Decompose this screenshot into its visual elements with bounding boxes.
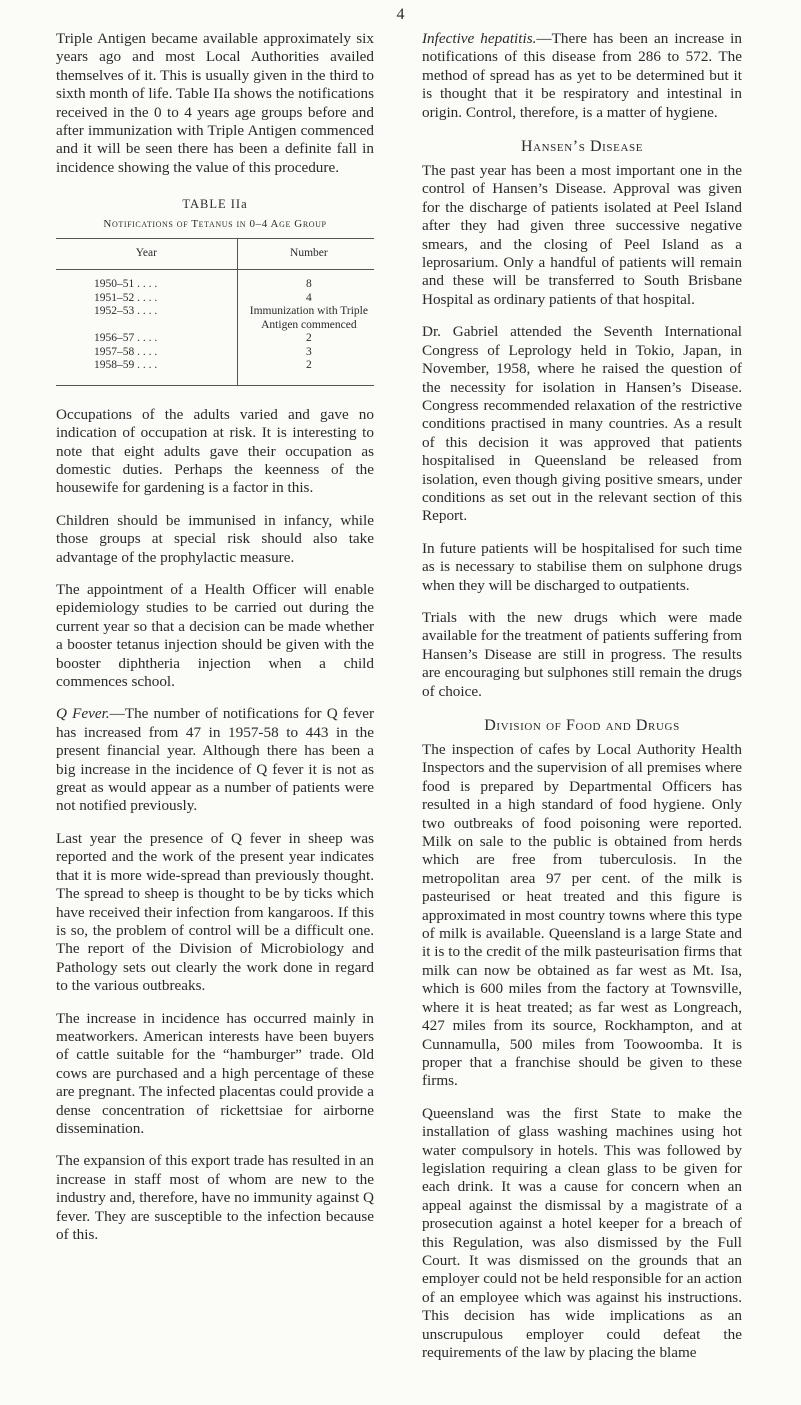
table-header-number: Number xyxy=(237,239,374,270)
paragraph: Children should be immunised in infancy, while those groups at special risk should also take advantage of the prophylactic measure. xyxy=(56,511,374,566)
tetanus-notifications-table xyxy=(56,238,374,386)
table-row xyxy=(56,359,374,385)
paragraph: Last year the presence of Q fever in sheep was reported and the work of the present year indicates that it is more wide-spread than previously thought. The spread to sheep is thought to be by ticks which have received their infection from kangaroos. If this is so, the problem of control will be a difficult one. The report of the Division of Microbiology and Pathology sets out clearly the work done in regard to the various outbreaks. xyxy=(56,829,374,995)
table-cell-year: 1952–53 . . . . xyxy=(56,305,237,332)
paragraph: The inspection of cafes by Local Authority Health Inspectors and the supervision of all premises where food is prepared by Departmental Officers has resulted in a high standard of food hygiene. Only two outbreaks of food poisoning were reported. Milk on sale to the public is obtained from herds which are free from tuberculosis. In the metropolitan area 97 per cent. of the milk is pasteurised or heat treated and this figure is approximated in most country towns where this type of milk is available. Queensland is a large State and it is to the credit of the milk pasteurisation firms that milk can now be obtained as far west as Mt. Isa, which is 600 miles from the factory at Townsville, where it is heat treated; as far west as Longreach, 427 miles from its source, Rockhampton, and at Cunnamulla, 500 miles from Toowoomba. It is proper that a franchise should be given to these firms. xyxy=(422,741,742,1090)
section-heading: Hansen’s Disease xyxy=(520,138,644,156)
section-heading: Division of Food and Drugs xyxy=(484,717,680,734)
table-header-year: Year xyxy=(56,239,237,270)
table-cell-number: 2 xyxy=(237,359,374,385)
paragraph: The increase in incidence has occurred mainly in meatworkers. American interests have been buyers of cattle suitable for the “hamburger” trade. Old cows are purchased and a high percentage of these are pregnant. The infected placentas could provide a dense concentration of rickettsiae for airborne dissemination. xyxy=(56,1009,374,1137)
paragraph-hepatitis xyxy=(422,30,742,122)
paragraph: In future patients will be hospitalised for such time as is necessary to stabilise them on sulphone drugs when they will be discharged to outpatients. xyxy=(422,539,742,594)
table-row xyxy=(56,270,374,292)
table-row xyxy=(56,332,374,346)
table-cell-number: 2 xyxy=(306,332,312,345)
run-in-heading: Infective hepatitis. xyxy=(422,30,537,47)
paragraph: Triple Antigen became available approximately six years ago and most Local Authorities availed themselves of it. This is usually given in the third to sixth month of life. Table IIa shows the notifications received in the 0 to 4 years age groups before and after immunization with Triple Antigen commenced and it will be seen there has been a definite fall in incidence showing the value of this procedure. xyxy=(56,30,374,176)
table-cell-year: 1951–52 . . . . xyxy=(56,292,237,306)
table-cell-year: 1956–57 . . . . xyxy=(56,332,237,346)
table-cell-number: 8 xyxy=(306,278,312,291)
table-cell-number: 3 xyxy=(306,345,312,358)
table-cell-number: 4 xyxy=(306,291,312,304)
table-cell-number: Immunization with Triple Antigen commenced xyxy=(249,305,368,331)
run-in-heading: Q Fever. xyxy=(56,705,110,723)
left-column xyxy=(56,30,374,1258)
table-row xyxy=(56,305,374,332)
paragraph: The expansion of this export trade has resulted in an increase in staff most of whom are new to the industry and, therefore, have no immunity against Q fever. They are susceptible to the infection because of this. xyxy=(56,1152,374,1243)
table-row xyxy=(56,346,374,360)
table-subtitle: Notifications of Tetanus in 0–4 Age Group xyxy=(103,218,327,231)
page-number: 4 xyxy=(396,6,405,23)
paragraph: The past year has been a most important one in the control of Hansen’s Disease. Approval was given for the discharge of patients isolated at Peel Island after they had given three successive negative smears, and the closing of Peel Island as a leprosarium. Only a handful of patients will remain and these will be transferred to South Brisbane Hospital as ordinary patients of that hospital. xyxy=(422,162,742,308)
table-cell-year: 1950–51 . . . . xyxy=(56,270,237,292)
table-title: TABLE IIa xyxy=(182,197,248,212)
table-row xyxy=(56,292,374,306)
right-column xyxy=(422,30,742,1376)
paragraph: Dr. Gabriel attended the Seventh International Congress of Leprology held in Tokio, Japan, in November, 1958, where he raised the question of the necessity for isolation in Hansen’s Disease. Congress recommended relaxation of the restrictive conditions practised in many countries. As a result of this decision it was approved that patients hospitalised in Queensland be released from isolation, even though giving positive smears, under conditions as set out in the relevant section of this Report. xyxy=(422,323,742,525)
paragraph: Occupations of the adults varied and gave no indication of occupation at risk. It is interesting to note that eight adults gave their occupation as domestic duties. Perhaps the keenness of the housewife for gardening is a factor in this. xyxy=(56,405,374,497)
paragraph: The appointment of a Health Officer will enable epidemiology studies to be carried out during the current year so that a decision can be made whether a booster tetanus injection should be given with the booster diphtheria injection when a child commences school. xyxy=(56,581,374,691)
table-cell-year: 1958–59 . . . . xyxy=(56,359,237,385)
paragraph-text: —The number of notifications for Q fever has increased from 47 in 1957-58 to 443 in the present financial year. Although there has been a big increase in the incidence of Q fever it is not as great as would appear as a number of patients were not notified previously. xyxy=(56,705,374,815)
table-cell-year: 1957–58 . . . . xyxy=(56,346,237,360)
paragraph-q-fever xyxy=(56,705,374,815)
paragraph: Queensland was the first State to make the installation of glass washing machines using hot water compulsory in hotels. This was followed by legislation requiring a clean glass to be given for each drink. It was a cause for concern when an appeal against the dismissal by a magistrate of a prosecution against a hotel keeper for a breach of this Regulation, was also dismissed by the Full Court. It was dismissed on the grounds that an employer could not be held responsible for an action of an employee which was against his instructions. This decision has wide implications as an unscrupulous employer could defeat the requirements of the law by placing the blame xyxy=(422,1104,742,1361)
paragraph-text: —There has been an increase in notifications of this disease from 286 to 572. The method of spread has as yet to be determined but it is thought that it be respiratory and intestinal in origin. Control, therefore, is a matter of hygiene. xyxy=(422,30,742,121)
paragraph: Trials with the new drugs which were made available for the treatment of patients suffering from Hansen’s Disease are still in progress. The results are encouraging but sulphones still remain the drugs of choice. xyxy=(422,608,742,700)
